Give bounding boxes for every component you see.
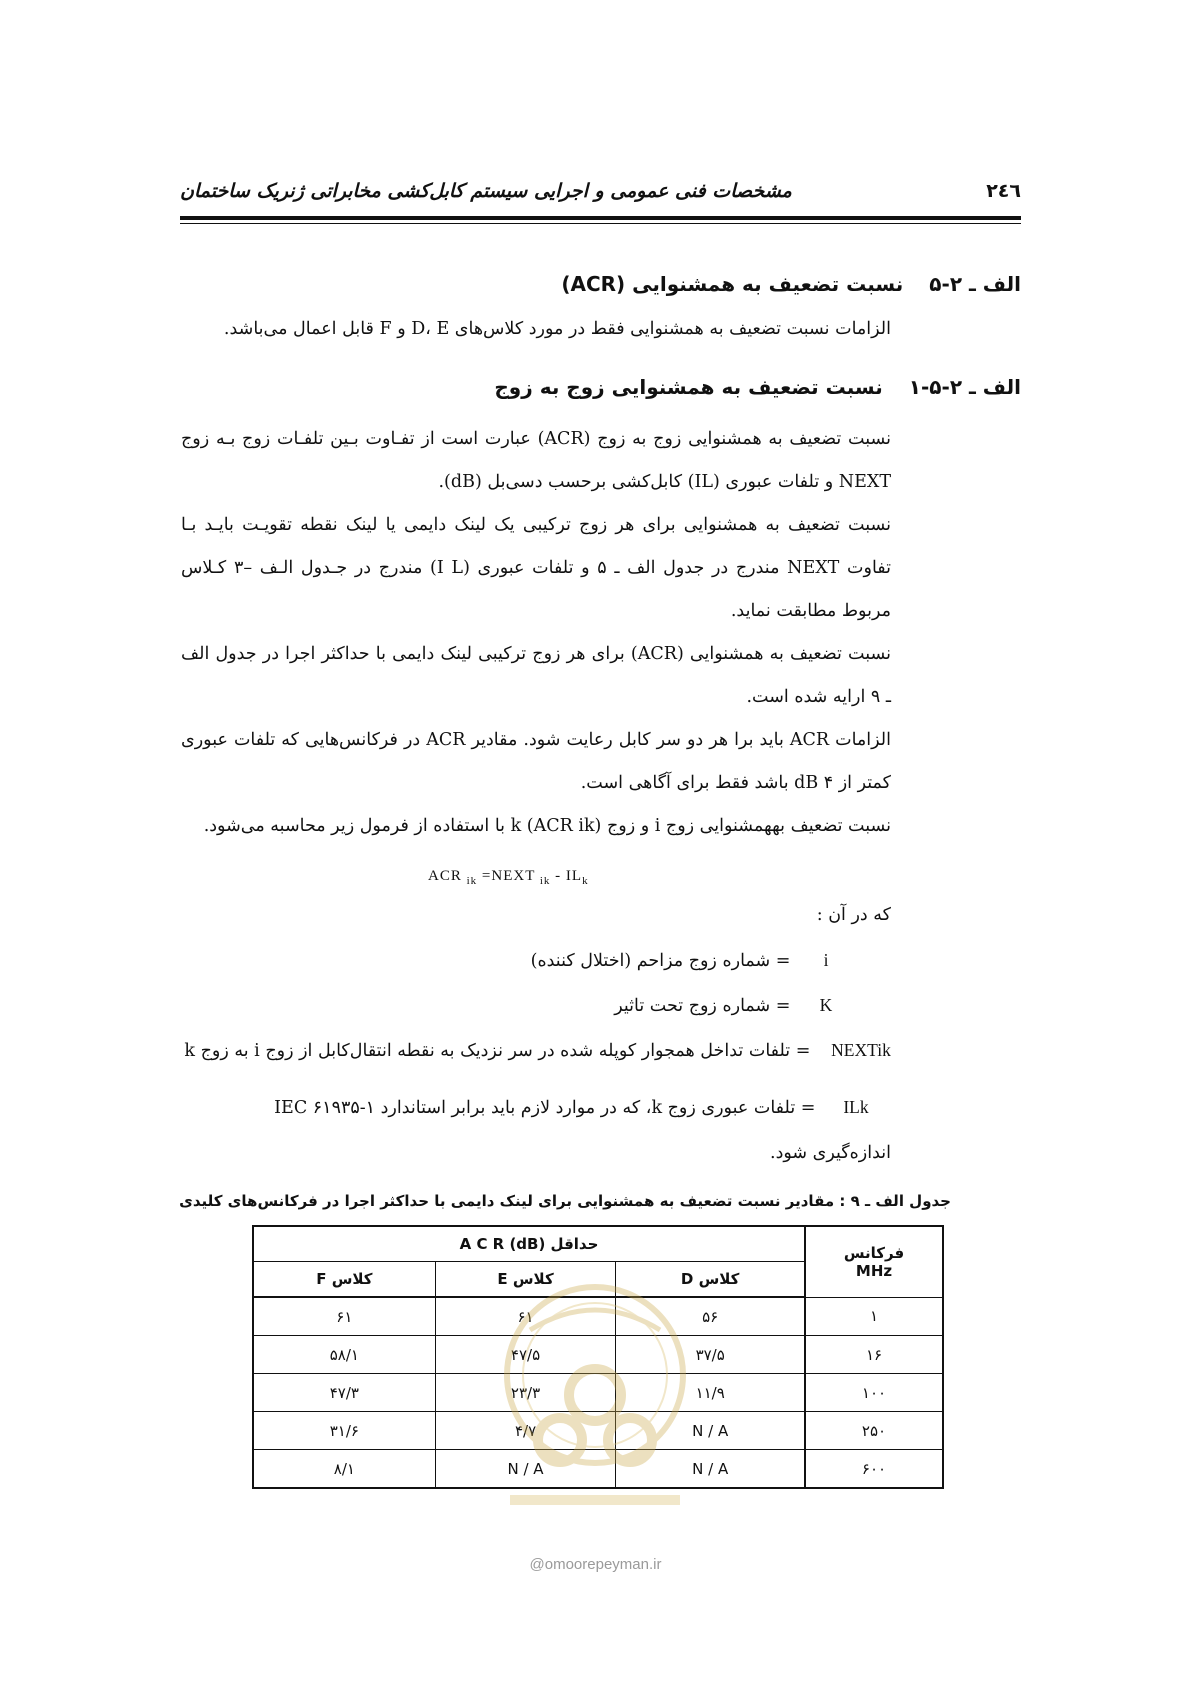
section-number: الف ـ ۲-۵ (929, 272, 1021, 296)
cell-f: ۳۱/۶ (253, 1412, 435, 1450)
acr-group-header: حداقل A C R (dB) (253, 1226, 805, 1262)
cell-freq: ۲۵۰ (805, 1412, 943, 1450)
col-header-e: کلاس E (435, 1262, 616, 1298)
def-text: = شماره زوج مزاحم (اختلال کننده) (530, 951, 791, 971)
section-title: نسبت تضعیف به همشنوایی (ACR) (561, 272, 904, 296)
section-intro: الزامات نسبت تضعیف به همشنوایی فقط در مورد کلاس‌های D، E و F قابل اعمال می‌باشد. (223, 319, 891, 339)
freq-header-label: فرکانس (843, 1243, 905, 1262)
watermark-url: @omoorepeyman.ir (529, 1556, 662, 1573)
definition-i (531, 950, 856, 971)
cell-d: ۵۶ (616, 1297, 805, 1336)
def-text: = تلفات تداخل همجوار کوپله شده در سر نزدیک به نقطه انتقال‌کابل از زوج i به زوج k (184, 1041, 811, 1061)
formula-next: =NEXT (481, 868, 536, 884)
cell-d: N / A (616, 1412, 805, 1450)
cell-freq: ۱۰۰ (805, 1374, 943, 1412)
col-header-d: کلاس D (616, 1262, 805, 1298)
cell-e: ۲۳/۳ (435, 1374, 616, 1412)
cell-d: ۱۱/۹ (616, 1374, 805, 1412)
cell-e: ۴/۷ (435, 1412, 616, 1450)
cell-freq: ۱ (805, 1297, 943, 1336)
subsection-title: نسبت تضعیف به همشنوایی زوج به زوج (494, 375, 883, 399)
table-row (253, 1336, 943, 1374)
table-row (253, 1450, 943, 1489)
paragraph-2: نسبت تضعیف به همشنوایی برای هر زوج ترکیبی یک لینک دایمی یا لینک نقطه تقویـت بایـد بـا تفاوت NEXT مندرج در جدول الف ـ ۵ و تلفات عبوری (I L) مندرج در جـدول الـف –۳ کـلاس مربوط مطابقت نماید. (181, 515, 892, 621)
formula-il: - IL (555, 868, 583, 884)
cell-f: ۴۷/۳ (253, 1374, 435, 1412)
cell-freq: ۶۰۰ (805, 1450, 943, 1489)
cell-e: ۶۱ (435, 1297, 616, 1336)
section-heading (561, 272, 1021, 296)
running-title: مشخصات فنی عمومی و اجرایی سیستم کابل‌کشی مخابراتی ژنریک ساختمان (180, 180, 792, 202)
page-number: ۲٤٦ (986, 180, 1021, 202)
acr-table (252, 1225, 944, 1489)
freq-header (805, 1226, 943, 1297)
cell-f: ۸/۱ (253, 1450, 435, 1489)
page-header (180, 180, 1021, 210)
cell-f: ۵۸/۱ (253, 1336, 435, 1374)
formula-next-sub: ik (539, 875, 551, 887)
subsection-number: الف ـ ۲-۵-۱ (908, 375, 1021, 399)
def-symbol: ILk (843, 1097, 869, 1117)
paragraph-5: نسبت تضعیف بههمشنوایی زوج i و زوج k (ACR ik) با استفاده از فرمول زیر محاسبه می‌شود. (203, 816, 891, 836)
paragraph-3: نسبت تضعیف به همشنوایی (ACR) برای هر زوج ترکیبی لینک دایمی با حداکثر اجرا در جدول الف ـ ۹ ارایه شده است. (181, 644, 892, 707)
cell-freq: ۱۶ (805, 1336, 943, 1374)
def-text: = تلفات عبوری زوج k، که در موارد لازم باید برابر استاندارد IEC ۶۱۹۳۵-۱ اندازه‌گیری شود. (274, 1098, 891, 1163)
cell-e: N / A (435, 1450, 616, 1489)
table-row (253, 1297, 943, 1336)
def-symbol: i (823, 950, 829, 970)
cell-d: N / A (616, 1450, 805, 1489)
acr-formula (428, 868, 589, 887)
subsection-heading (494, 375, 1021, 399)
formula-lhs: ACR (428, 868, 462, 884)
header-rule-thin (180, 223, 1021, 224)
paragraph-1: نسبت تضعیف به همشنوایی زوج به زوج (ACR) عبارت است از تفـاوت بـین تلفـات زوج بـه زوج NEXT و تلفات عبوری (IL) کابل‌کشی برحسب دسی‌بل (dB). (181, 429, 891, 492)
def-symbol: K (819, 995, 833, 1015)
formula-lhs-sub: ik (466, 875, 478, 887)
cell-f: ۶۱ (253, 1297, 435, 1336)
formula-il-sub: k (582, 875, 589, 887)
definition-k (614, 995, 856, 1016)
table-row (253, 1374, 943, 1412)
table-caption: جدول الف ـ ۹ : مقادیر نسبت تضعیف به همشنوایی برای لینک دایمی با حداکثر اجرا در فرکانس‌های کلیدی (179, 1192, 951, 1210)
header-rule-thick (180, 216, 1021, 220)
cell-d: ۳۷/۵ (616, 1336, 805, 1374)
cell-e: ۴۷/۵ (435, 1336, 616, 1374)
definition-il (201, 1085, 891, 1176)
def-symbol: NEXTik (831, 1040, 891, 1060)
paragraph-4: الزامات ACR باید برا هر دو سر کابل رعایت شود. مقادیر ACR در فرکانس‌هایی که تلفات عبوری کمتر از dB ۴ باشد فقط برای آگاهی است. (181, 730, 891, 793)
definition-next (184, 1040, 906, 1061)
def-text: = شماره زوج تحت تاثیر (614, 996, 791, 1016)
definitions-intro: که در آن : (816, 905, 891, 925)
col-header-f: کلاس F (253, 1262, 435, 1298)
table-row (253, 1412, 943, 1450)
freq-header-unit: MHz (855, 1261, 893, 1280)
